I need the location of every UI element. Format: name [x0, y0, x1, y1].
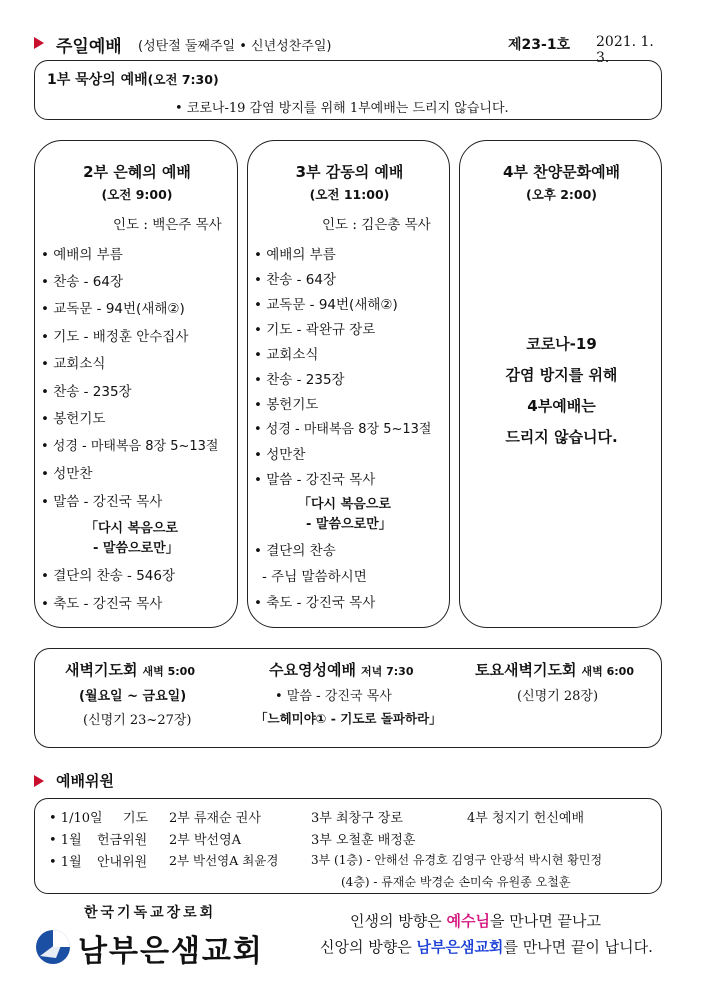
service4-box [459, 140, 662, 628]
service3-time: (오전 11:00) [309, 187, 390, 202]
motto-line-1 [350, 910, 601, 931]
service1-time: (오전 7:30) [147, 72, 219, 87]
committee-cell: 2부 박선영A 최윤경 [169, 853, 279, 868]
committee-cell: 2부 류재순 권사 [169, 811, 261, 826]
committee-cell: 4부 청지기 헌신예배 [467, 811, 584, 826]
list-item: • 교회소식 [254, 347, 319, 363]
dawn-prayer-title: 새벽기도회 [65, 661, 138, 679]
service2-sermon-line1: 「다시 복음으로 [85, 521, 178, 536]
list-item: • 예배의 부름 [254, 247, 336, 263]
denomination-name: 한국기독교장로회 [84, 905, 217, 921]
church-name: 남부은샘교회 [78, 934, 264, 969]
service2-box [34, 140, 238, 628]
list-item: • 봉헌기도 [254, 397, 319, 413]
list-item: • 교독문 - 94번(새해②) [254, 297, 398, 313]
service3-sermon-line2: - 말씀으로만」 [306, 517, 392, 532]
list-item: - 주님 말씀하시면 [262, 569, 367, 585]
church-logo [34, 898, 274, 968]
saturday-prayer-title: 토요새벽기도회 [475, 661, 577, 679]
header [34, 32, 668, 66]
page-title: 주일예배 [56, 37, 122, 57]
committee-cell: • 1월 [49, 855, 82, 870]
motto1-post: 을 만나면 끝나고 [489, 912, 601, 930]
wednesday-service-time: 저녁 7:30 [361, 665, 414, 678]
service1-box [34, 60, 662, 120]
service4-note-line: 4부예배는 [527, 397, 596, 415]
dawn-prayer-heading [65, 659, 195, 680]
list-item: • 교회소식 [41, 356, 106, 372]
service3-title: 3부 감동의 예배 [295, 163, 404, 181]
list-item: • 찬송 - 235장 [254, 372, 345, 388]
list-item: • 성만찬 [254, 447, 306, 463]
list-item: • 기도 - 곽완규 장로 [254, 322, 376, 338]
committee-cell: • 1/10일 [49, 811, 103, 826]
list-item: • 찬송 - 235장 [41, 384, 132, 400]
committee-cell: (4층) - 류재순 박경순 손미숙 유원종 오철훈 [341, 875, 571, 889]
list-item: • 말씀 - 강진국 목사 [41, 494, 163, 510]
list-item: • 찬송 - 64장 [254, 272, 337, 288]
service3-leader: 인도 : 김은총 목사 [322, 217, 431, 233]
service4-note-line: 코로나-19 [526, 335, 597, 353]
church-emblem-icon [34, 928, 72, 966]
list-item: • 성경 - 마태복음 8장 5~13절 [254, 422, 432, 437]
page-subtitle: (성탄절 둘째주일 • 신년성찬주일) [138, 39, 332, 54]
dawn-prayer-time: 새벽 5:00 [142, 665, 195, 678]
service2-leader: 인도 : 백은주 목사 [113, 217, 222, 233]
service4-title: 4부 찬양문화예배 [502, 163, 621, 181]
service4-time: (오후 2:00) [525, 187, 598, 202]
triangle-bullet-icon [34, 37, 44, 49]
list-item: • 결단의 찬송 - 546장 [41, 568, 176, 584]
committee-box [34, 798, 662, 894]
service1-title: 1부 묵상의 예배 [47, 72, 148, 88]
list-item: • 교독문 - 94번(새해②) [41, 301, 185, 317]
dawn-prayer-text: (신명기 23~27장) [83, 713, 192, 728]
list-item: • 축도 - 강진국 목사 [254, 595, 376, 611]
list-item: • 축도 - 강진국 목사 [41, 596, 163, 612]
saturday-prayer-heading [475, 659, 634, 680]
service3-sermon-line1: 「다시 복음으로 [298, 497, 391, 512]
committee-cell: 3부 최창구 장로 [311, 811, 403, 826]
list-item: • 예배의 부름 [41, 247, 123, 263]
triangle-bullet-icon [34, 775, 44, 787]
motto2-highlight: 남부은샘교회 [416, 938, 504, 956]
list-item: • 봉헌기도 [41, 411, 106, 427]
wednesday-service-title: 수요영성예배 [269, 661, 356, 679]
service3-box [247, 140, 450, 628]
service2-time: (오전 9:00) [101, 187, 173, 202]
list-item: • 기도 - 배정훈 안수집사 [41, 329, 189, 345]
wednesday-speaker: • 말씀 - 강진국 목사 [275, 689, 392, 704]
committee-cell: 기도 [123, 811, 149, 826]
motto1-pre: 인생의 방향은 [350, 912, 447, 930]
motto-line-2 [320, 936, 653, 957]
list-item: • 성경 - 마태복음 8장 5~13절 [41, 439, 219, 454]
committee-cell: 3부 (1층) - 안해선 유경호 김영구 안광석 박시현 황민정 [311, 853, 603, 867]
dawn-prayer-days: (월요일 ~ 금요일) [79, 689, 187, 704]
issue-number: 제23-1호 [508, 37, 571, 53]
service1-heading [47, 69, 219, 89]
issue-date: 2021. 1. 3. [596, 34, 654, 66]
list-item: • 찬송 - 64장 [41, 274, 124, 290]
wednesday-sermon: 「느헤미야① - 기도로 돌파하라」 [255, 711, 442, 726]
motto2-post: 를 만나면 끝이 납니다. [503, 938, 653, 956]
committee-cell: • 1월 [49, 833, 82, 848]
motto1-highlight: 예수님 [446, 912, 490, 930]
saturday-prayer-text: (신명기 28장) [517, 689, 599, 704]
service4-note-line: 드리지 않습니다. [505, 428, 618, 446]
committee-cell: 3부 오철훈 배정훈 [311, 833, 416, 848]
service2-sermon-line2: - 말씀으로만」 [93, 541, 179, 556]
weekly-box [34, 648, 662, 748]
committee-cell: 2부 박선영A [169, 833, 242, 848]
list-item: • 말씀 - 강진국 목사 [254, 472, 376, 488]
list-item: • 성만찬 [41, 466, 93, 482]
committee-cell: 안내위원 [97, 855, 148, 870]
motto2-pre: 신앙의 방향은 [320, 938, 417, 956]
committee-cell: 헌금위원 [97, 833, 148, 848]
saturday-prayer-time: 새벽 6:00 [581, 665, 634, 678]
committee-title: 예배위원 [56, 772, 114, 790]
list-item: • 결단의 찬송 [254, 543, 336, 559]
service2-title: 2부 은혜의 예배 [83, 163, 191, 181]
wednesday-service-heading [269, 659, 414, 680]
service4-note-line: 감염 방지를 위해 [505, 366, 618, 384]
service1-note: • 코로나-19 감염 방지를 위해 1부예배는 드리지 않습니다. [175, 101, 509, 116]
committee-heading [34, 770, 234, 792]
